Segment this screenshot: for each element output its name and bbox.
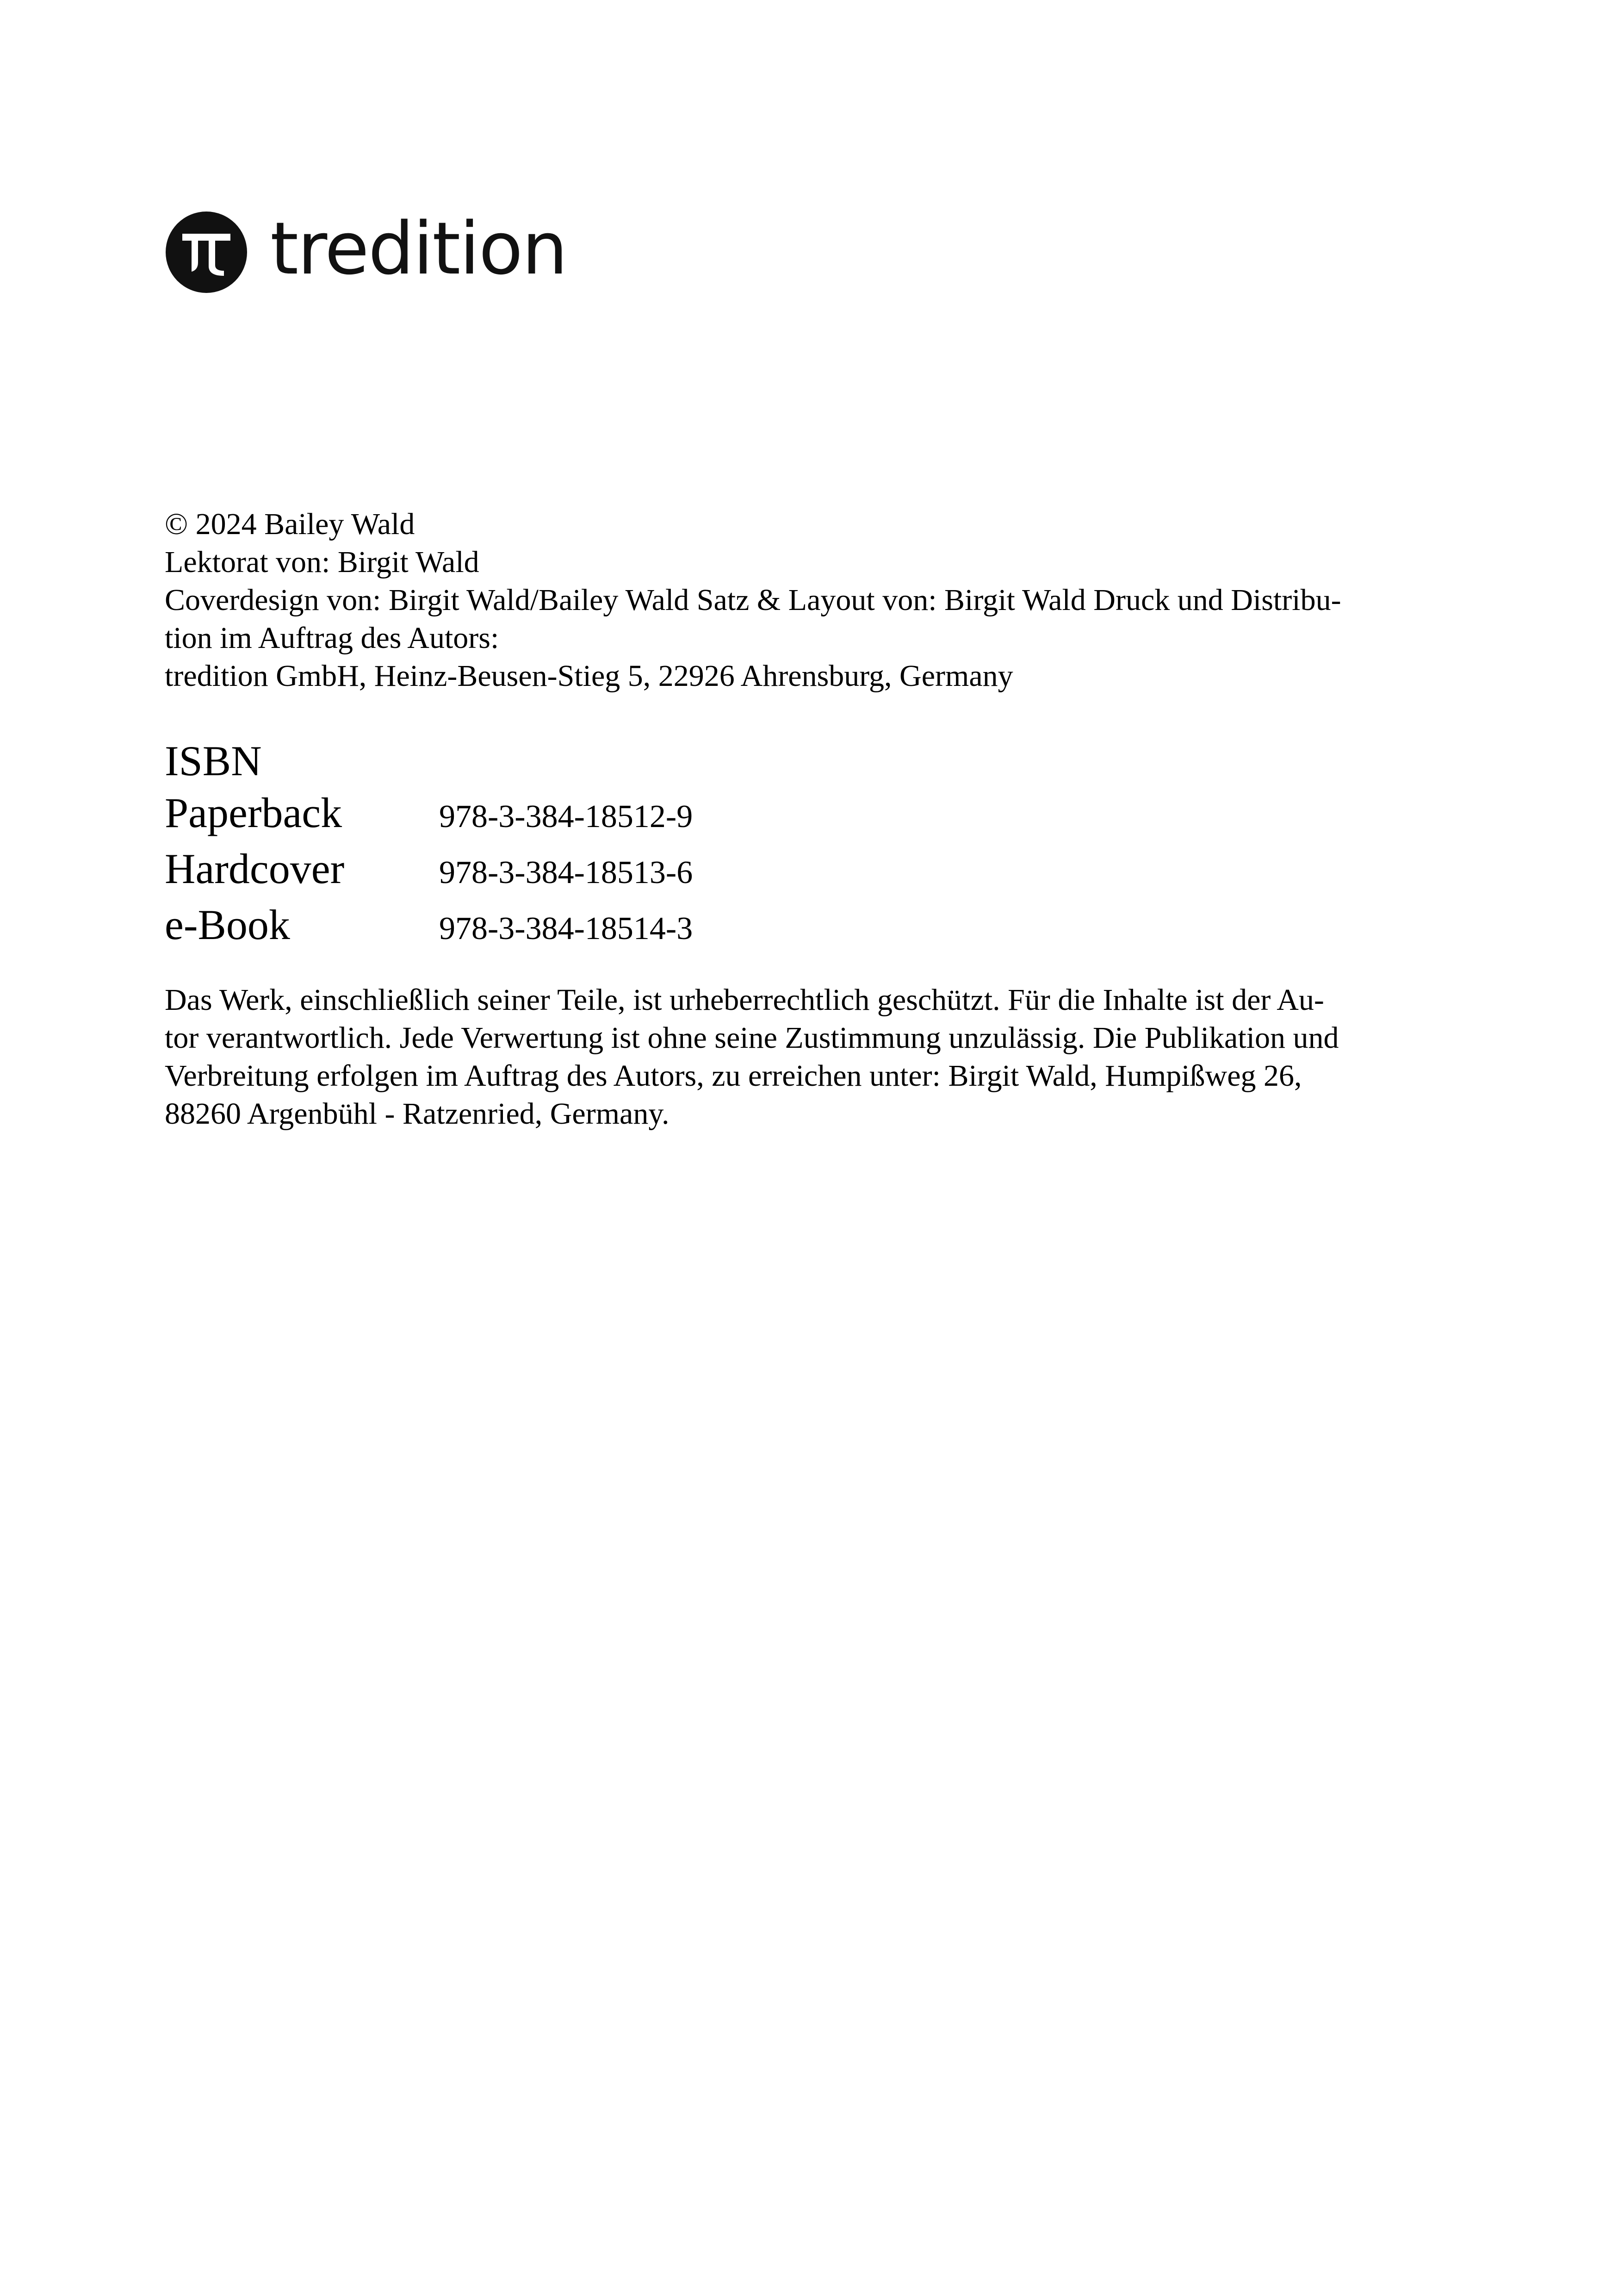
isbn-block	[165, 735, 693, 955]
legal-line: tor verantwortlich. Jede Verwertung ist ohne seine Zustimmung unzulässig. Die Publikation und	[165, 1021, 1339, 1055]
isbn-heading: ISBN	[165, 737, 262, 784]
publisher-wordmark: tredition	[270, 206, 567, 291]
legal-line: Das Werk, einschließlich seiner Teile, ist urheberrechtlich geschützt. Für die Inhalte ist der Au-	[165, 983, 1324, 1017]
copyright-line: © 2024 Bailey Wald	[165, 507, 415, 541]
legal-notice	[165, 981, 1451, 1133]
credits-line-continued: tion im Auftrag des Autors:	[165, 621, 499, 655]
isbn-format: e-Book	[165, 901, 290, 948]
isbn-number: 978-3-384-18513-6	[439, 855, 693, 890]
credits-line: Coverdesign von: Birgit Wald/Bailey Wald Satz & Layout von: Birgit Wald Druck und Distribu-	[165, 583, 1341, 617]
isbn-number: 978-3-384-18514-3	[439, 911, 693, 946]
imprint-block	[165, 505, 1451, 695]
isbn-format: Hardcover	[165, 845, 345, 892]
legal-line: 88260 Argenbühl - Ratzenried, Germany.	[165, 1097, 670, 1131]
isbn-row	[165, 843, 693, 899]
isbn-format: Paperback	[165, 789, 342, 836]
isbn-number: 978-3-384-18512-9	[439, 799, 693, 834]
tredition-logo-icon	[165, 211, 248, 294]
publisher-logo	[165, 206, 567, 294]
legal-line: Verbreitung erfolgen im Auftrag des Autors, zu erreichen unter: Birgit Wald, Humpißweg 26,	[165, 1059, 1302, 1093]
editor-line: Lektorat von: Birgit Wald	[165, 545, 479, 579]
publisher-address-line: tredition GmbH, Heinz-Beusen-Stieg 5, 22926 Ahrensburg, Germany	[165, 659, 1013, 693]
isbn-row	[165, 899, 693, 955]
isbn-row	[165, 787, 693, 843]
